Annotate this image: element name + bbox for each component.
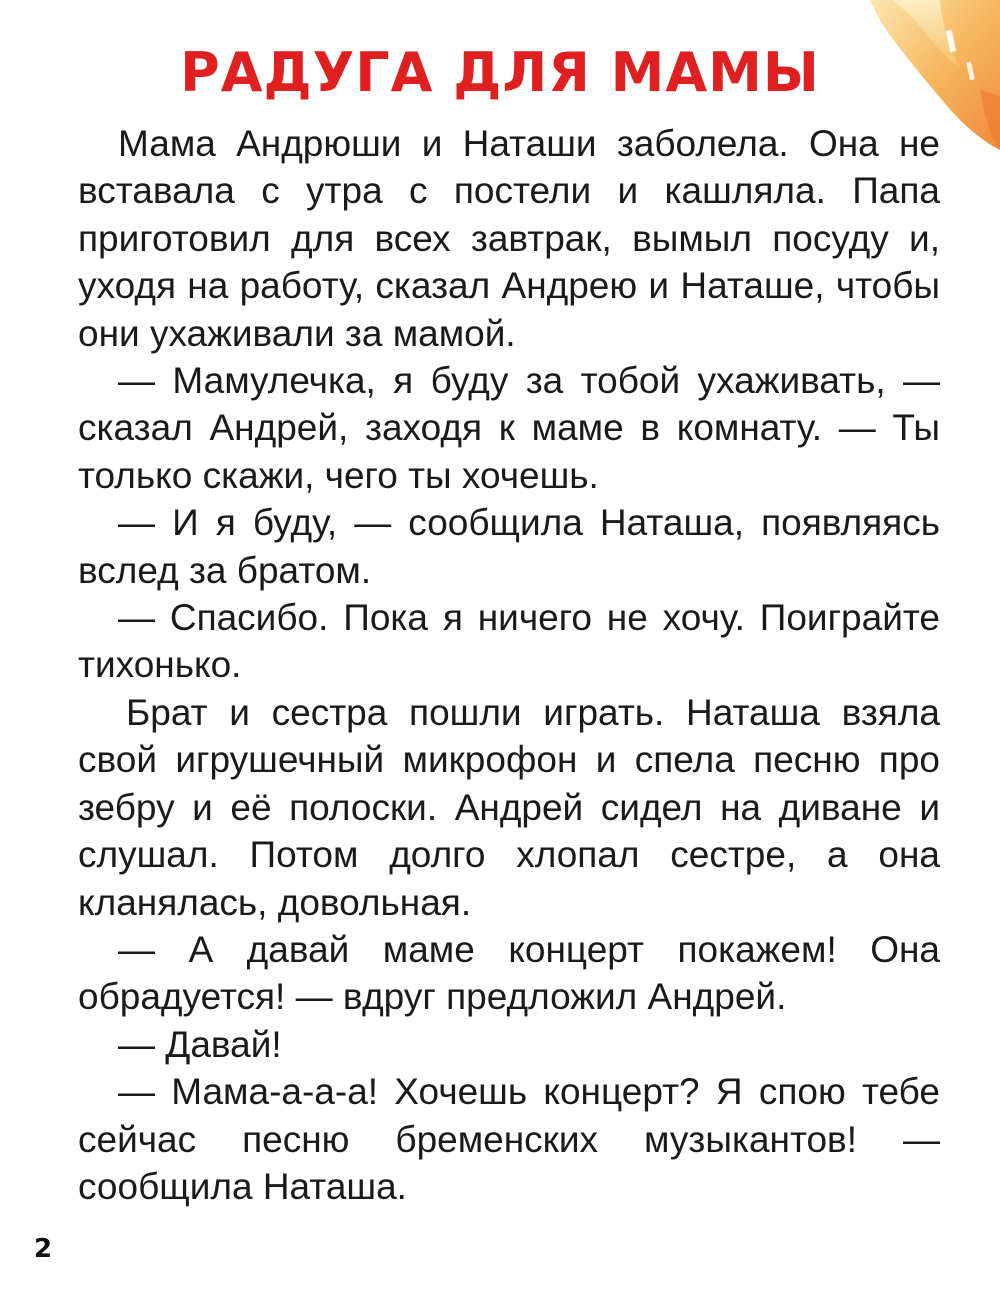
paragraph: — Мамулечка, я буду за тобой ухаживать, — сказал Андрей, заходя к маме в комнату. — Ты только скажи, чего ты хочешь. [78,360,940,496]
paragraph: — А давай маме концерт покажем! Она обрадуется! — вдруг предложил Андрей. [78,928,940,1018]
paragraph: — И я буду, — сообщила Наташа, появляясь вслед за братом. [78,502,940,591]
paragraph: Мама Андрюши и Наташи заболела. Она не вставала с утра с постели и кашляла. Папа приготовил для всех завтрак, вымыл посуду и, уходя на работу, сказал Андрею и Наташе, чтобы они ухаживали за мамой. [78,123,940,354]
paragraph: — Спасибо. Пока я ничего не хочу. Поиграйте тихонько. [78,597,940,686]
paragraph: — Давай! [118,1023,282,1065]
page-number: 2 [34,1234,53,1264]
story-title: РАДУГА ДЛЯ МАМЫ [180,41,820,104]
story-text [78,120,940,1210]
paragraph: Брат и сестра пошли играть. Наташа взяла свой игрушечный микрофон и спела песню про зебру и её полоски. Андрей сидел на диване и слушал. Потом долго хлопал сестре, а она кланялась, довольная. [78,691,940,923]
paragraph: — Мама-а-а-а! Хочешь концерт? Я спою тебе сейчас песню бременских музыкантов! — сообщила Наташа. [78,1071,940,1207]
